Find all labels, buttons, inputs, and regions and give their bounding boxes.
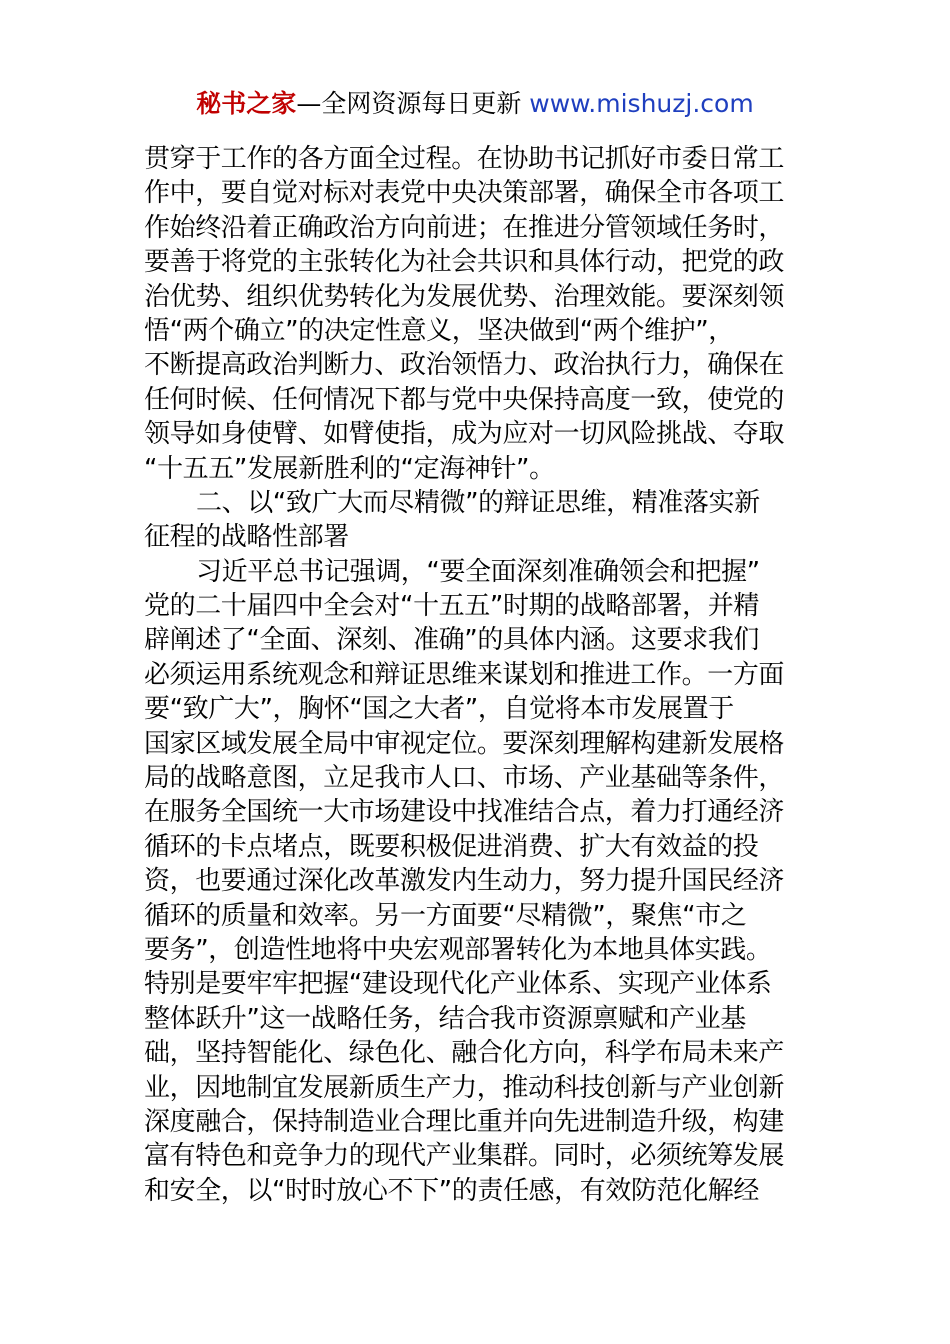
text-line: 和安全，以“时时放心不下”的责任感，有效防范化解经: [144, 1175, 759, 1206]
text-line: 特别是要牢牢把握“建设现代化产业体系、实现产业体系: [144, 969, 772, 1000]
text-line: 循环的卡点堵点，既要积极促进消费、扩大有效益的投: [144, 831, 759, 862]
text-line: “十五五”发展新胜利的“定海神针”。: [144, 453, 555, 484]
brand-name: 秘书之家: [196, 89, 297, 118]
text-line: 资，也要通过深化改革激发内生动力，努力提升国民经济: [144, 866, 785, 897]
header-tagline: —全网资源每日更新: [296, 89, 530, 118]
page-header: [0, 86, 950, 122]
text-line: 征程的战略性部署: [144, 522, 349, 553]
text-line: 础，坚持智能化、绿色化、融合化方向，科学布局未来产: [144, 1038, 785, 1069]
text-line: 要务”，创造性地将中央宏观部署转化为本地具体实践。: [144, 934, 772, 965]
text-line: 整体跃升”这一战略任务，结合我市资源禀赋和产业基: [144, 1003, 746, 1034]
text-line: 贯穿于工作的各方面全过程。在协助书记抓好市委日常工: [144, 144, 785, 174]
text-line: 要“致广大”，胸怀“国之大者”，自觉将本市发展置于: [144, 694, 734, 725]
paragraph-first-line: 习近平总书记强调，“要全面深刻准确领会和把握”: [196, 556, 760, 587]
site-url-link[interactable]: www.mishuzj.com: [529, 89, 754, 118]
text-line: 辟阐述了“全面、深刻、准确”的具体内涵。这要求我们: [144, 625, 759, 656]
text-line: 治优势、组织优势转化为发展优势、治理效能。要深刻领: [144, 281, 785, 312]
text-line: 深度融合，保持制造业合理比重并向先进制造升级，构建: [144, 1106, 785, 1137]
text-line: 业，因地制宜发展新质生产力，推动科技创新与产业创新: [144, 1072, 785, 1103]
text-line: 任何时候、任何情况下都与党中央保持高度一致，使党的: [144, 384, 785, 415]
text-line: 领导如身使臂、如臂使指，成为应对一切风险挑战、夺取: [144, 419, 785, 450]
text-line: 不断提高政治判断力、政治领悟力、政治执行力，确保在: [144, 350, 785, 381]
text-line: 必须运用系统观念和辩证思维来谋划和推进工作。一方面: [144, 659, 785, 690]
paragraph-first-line: 二、以“致广大而尽精微”的辩证思维，精准落实新: [196, 487, 760, 518]
text-line: 富有特色和竞争力的现代产业集群。同时，必须统筹发展: [144, 1141, 785, 1172]
text-line: 国家区域发展全局中审视定位。要深刻理解构建新发展格: [144, 728, 785, 759]
text-line: 循环的质量和效率。另一方面要“尽精微”，聚焦“市之: [144, 900, 747, 931]
text-line: 要善于将党的主张转化为社会共识和具体行动，把党的政: [144, 247, 785, 278]
text-line: 作始终沿着正确政治方向前进；在推进分管领域任务时，: [144, 212, 785, 243]
text-line: 党的二十届四中全会对“十五五”时期的战略部署，并精: [144, 591, 759, 622]
text-line: 在服务全国统一大市场建设中找准结合点，着力打通经济: [144, 797, 785, 828]
text-line: 作中，要自觉对标对表党中央决策部署，确保全市各项工: [144, 178, 785, 209]
text-line: 局的战略意图，立足我市人口、市场、产业基础等条件，: [144, 763, 785, 794]
document-body: [144, 142, 808, 1208]
text-line: 悟“两个确立”的决定性意义，坚决做到“两个维护”，: [144, 315, 734, 346]
